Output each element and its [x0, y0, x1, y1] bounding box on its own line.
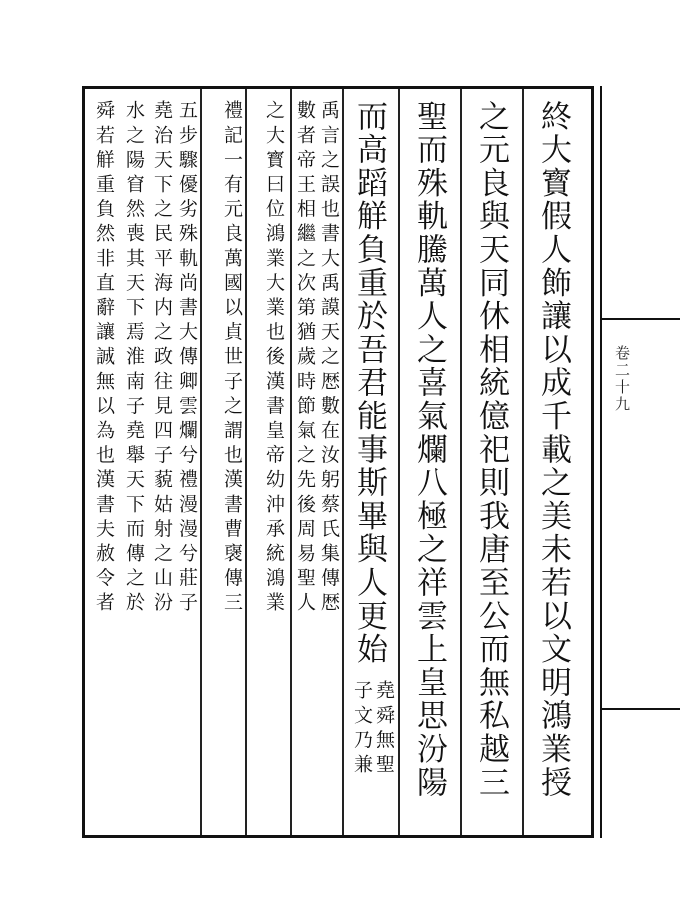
text-column-10: 堯治天下之民平海内之政往見四子藐姑射之山汾 [151, 100, 173, 617]
text-column-1: 終大寳假人飾讓以成千載之美未若以文明鴻業授 [535, 100, 571, 800]
column-divider [200, 89, 202, 835]
column-divider [245, 89, 247, 835]
text-column-6: 數者帝王相繼之次第猶歲時節氣之先後周易聖人 [294, 100, 316, 617]
text-column-3: 聖而殊軌騰萬人之喜氣爛八極之祥雲上皇思汾陽 [411, 100, 447, 800]
outer-right-rule [600, 86, 602, 838]
text-column-7: 之大寳曰位鴻業大業也後漢書皇帝幼沖承統鴻業 [263, 100, 285, 617]
text-column-9: 五步驟優劣殊軌尚書大傳卿雲爛兮禮漫漫兮莊子 [176, 100, 198, 617]
column-divider [290, 89, 292, 835]
column-divider [398, 89, 400, 835]
text-column-2: 之元良與天同休相統億祀則我唐至公而無私越三 [473, 100, 509, 800]
column-divider [522, 89, 524, 835]
column-4-annotation-left: 子文乃兼 [351, 680, 373, 779]
column-4-main-text: 而高蹈觧負重於吾君能事斯畢與人更始 [351, 100, 387, 667]
text-column-11: 水之陽窅然喪其天下焉淮南子堯舉天下而傳之於 [123, 100, 145, 617]
column-divider [342, 89, 344, 835]
column-divider [460, 89, 462, 835]
margin-fold-mark-top [600, 318, 680, 320]
text-column-5: 禹言之誤也書大禹謨天之厯數在汝躬蔡氏集傳厯 [318, 100, 340, 617]
margin-fold-mark-bottom [600, 708, 680, 710]
column-4-annotation-right: 堯舜無聖 [373, 680, 395, 779]
text-column-12: 舜若觧重負然非直辭讓誠無以為也漢書夫赦令者 [93, 100, 115, 617]
margin-volume-label: 卷二十九 [613, 345, 631, 413]
text-column-8: 禮記一有元良萬國以貞世子之謂也漢書曹襃傳三 [221, 100, 243, 617]
